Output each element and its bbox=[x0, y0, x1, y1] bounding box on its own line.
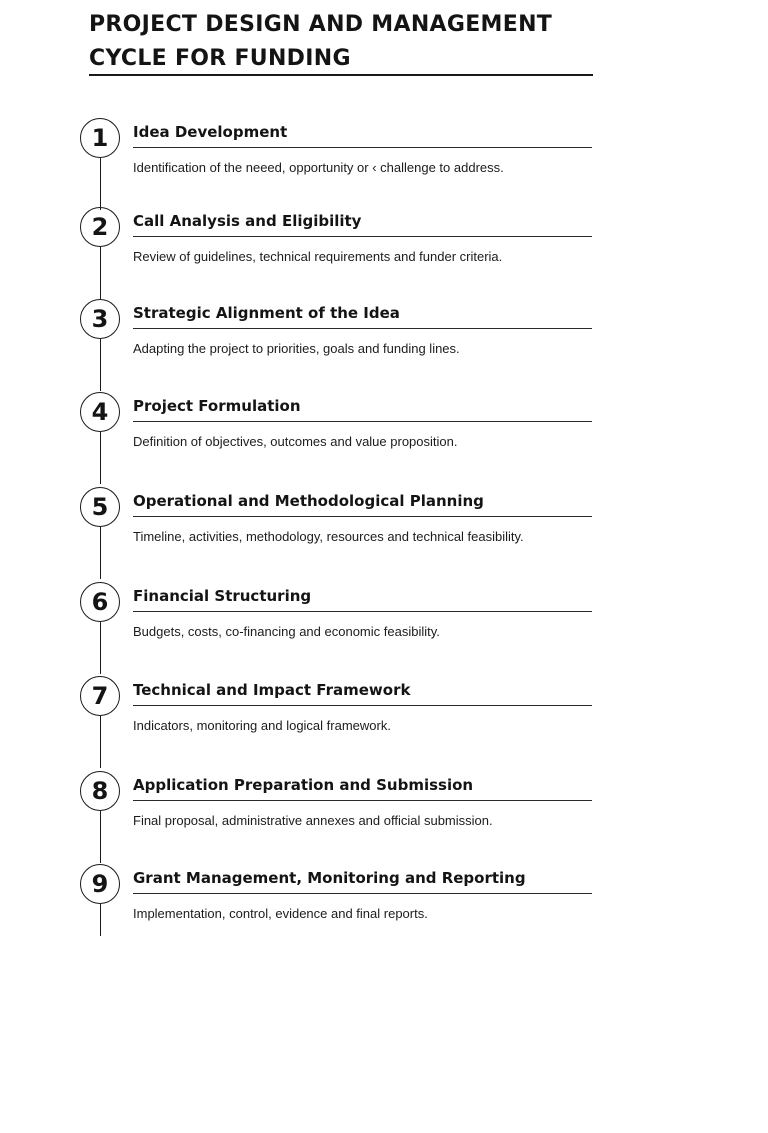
step-title: Call Analysis and Eligibility bbox=[133, 212, 362, 230]
step-number-badge: 7 bbox=[80, 676, 120, 716]
step-number-badge: 5 bbox=[80, 487, 120, 527]
step-number-badge: 8 bbox=[80, 771, 120, 811]
step-8 bbox=[0, 771, 768, 865]
step-connector-line bbox=[100, 247, 101, 299]
step-connector-line bbox=[100, 158, 101, 210]
step-title: Project Formulation bbox=[133, 397, 301, 415]
step-description: Budgets, costs, co-financing and economic feasibility. bbox=[133, 624, 440, 639]
step-description: Timeline, activities, methodology, resources and technical feasibility. bbox=[133, 529, 524, 544]
step-divider bbox=[133, 328, 592, 329]
step-6 bbox=[0, 582, 768, 676]
step-description: Definition of objectives, outcomes and value proposition. bbox=[133, 434, 458, 449]
step-connector-line bbox=[100, 716, 101, 768]
step-divider bbox=[133, 893, 592, 894]
step-number-badge: 3 bbox=[80, 299, 120, 339]
step-connector-line bbox=[100, 339, 101, 391]
step-title: Idea Development bbox=[133, 123, 288, 141]
step-divider bbox=[133, 800, 592, 801]
step-divider bbox=[133, 147, 592, 148]
step-divider bbox=[133, 705, 592, 706]
step-number-badge: 6 bbox=[80, 582, 120, 622]
step-number-badge: 1 bbox=[80, 118, 120, 158]
step-description: Indicators, monitoring and logical framework. bbox=[133, 718, 391, 733]
step-connector-line bbox=[100, 432, 101, 484]
step-description: Adapting the project to priorities, goals and funding lines. bbox=[133, 341, 460, 356]
step-7 bbox=[0, 676, 768, 770]
step-divider bbox=[133, 421, 592, 422]
step-number-badge: 2 bbox=[80, 207, 120, 247]
step-divider bbox=[133, 516, 592, 517]
step-title: Operational and Methodological Planning bbox=[133, 492, 484, 510]
step-title: Grant Management, Monitoring and Reporting bbox=[133, 869, 526, 887]
step-1 bbox=[0, 118, 768, 212]
step-number-badge: 9 bbox=[80, 864, 120, 904]
step-2 bbox=[0, 207, 768, 301]
step-title: Application Preparation and Submission bbox=[133, 776, 474, 794]
step-3 bbox=[0, 299, 768, 393]
step-title: Financial Structuring bbox=[133, 587, 312, 605]
step-connector-line bbox=[100, 622, 101, 674]
step-title: Strategic Alignment of the Idea bbox=[133, 304, 400, 322]
step-connector-line bbox=[100, 904, 101, 936]
step-number-badge: 4 bbox=[80, 392, 120, 432]
step-9 bbox=[0, 864, 768, 958]
step-description: Final proposal, administrative annexes and official submission. bbox=[133, 813, 493, 828]
step-5 bbox=[0, 487, 768, 581]
step-description: Identification of the neeed, opportunity or ‹ challenge to address. bbox=[133, 160, 504, 175]
step-connector-line bbox=[100, 527, 101, 579]
page-title: PROJECT DESIGN AND MANAGEMENT CYCLE FOR FUNDING bbox=[89, 12, 553, 71]
step-title: Technical and Impact Framework bbox=[133, 681, 411, 699]
step-divider bbox=[133, 236, 592, 237]
step-4 bbox=[0, 392, 768, 486]
step-description: Implementation, control, evidence and final reports. bbox=[133, 906, 428, 921]
step-divider bbox=[133, 611, 592, 612]
step-connector-line bbox=[100, 811, 101, 863]
step-description: Review of guidelines, technical requirements and funder criteria. bbox=[133, 249, 503, 264]
